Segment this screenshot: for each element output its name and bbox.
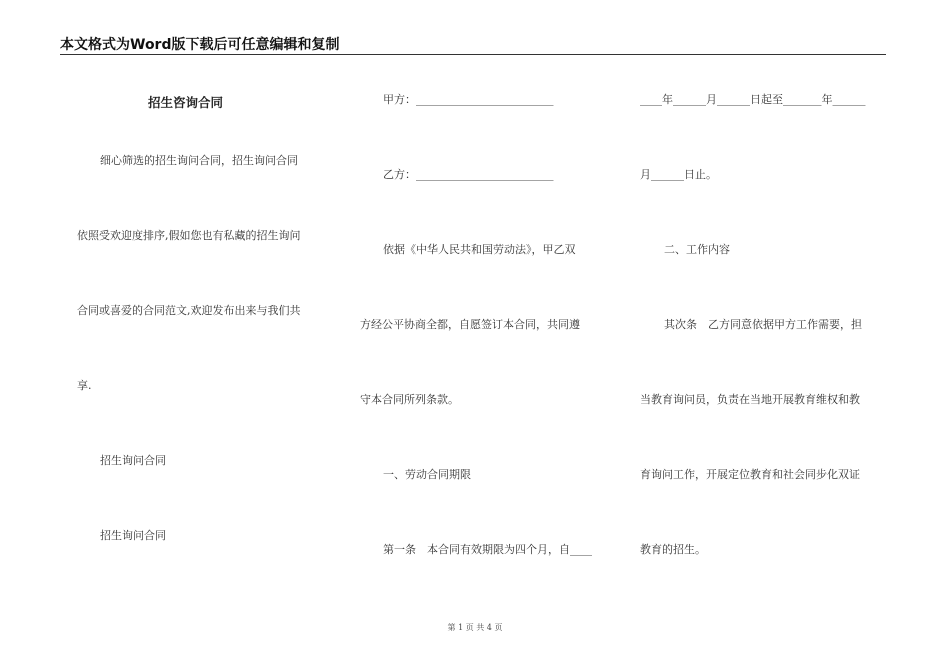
section-heading: 二、工作内容 (664, 243, 730, 256)
document-title: 招生咨询合同 (148, 95, 224, 110)
paragraph-line: 细心筛选的招生询问合同，招生询问合同 (100, 154, 298, 167)
party-a-line: 甲方：_________________________ (383, 93, 554, 106)
paragraph-line: 其次条 乙方同意依据甲方工作需要，担 (664, 318, 862, 331)
paragraph-line: 教育的招生。 (640, 543, 706, 556)
header-title: 本文格式为Word版下载后可任意编辑和复制 (60, 37, 340, 53)
paragraph-line: 享. (77, 379, 92, 392)
paragraph-line: 方经公平协商全都，自愿签订本合同，共同遵 (360, 318, 580, 331)
paragraph-line: 招生询问合同 (100, 529, 166, 542)
paragraph-line: 当教育询问员，负责在当地开展教育维权和教 (640, 393, 860, 406)
paragraph-line: ____年______月______日起至_______年______ (640, 93, 866, 106)
paragraph-line: 守本合同所列条款。 (360, 393, 459, 406)
paragraph-line: 招生询问合同 (100, 454, 166, 467)
paragraph-line: 合同或喜爱的合同范文,欢迎发布出来与我们共 (77, 304, 301, 317)
section-heading: 一、劳动合同期限 (383, 468, 471, 481)
paragraph-line: 依据《中华人民共和国劳动法》，甲乙双 (383, 243, 576, 256)
paragraph-line: 依照受欢迎度排序,假如您也有私藏的招生询问 (77, 229, 301, 242)
paragraph-line: 月______日止。 (640, 168, 717, 181)
party-b-line: 乙方：_________________________ (383, 168, 554, 181)
paragraph-line: 育询问工作，开展定位教育和社会同步化双证 (640, 468, 860, 481)
page-footer: 第 1 页 共 4 页 (447, 623, 503, 632)
paragraph-line: 第一条 本合同有效期限为四个月，自____ (383, 543, 592, 556)
